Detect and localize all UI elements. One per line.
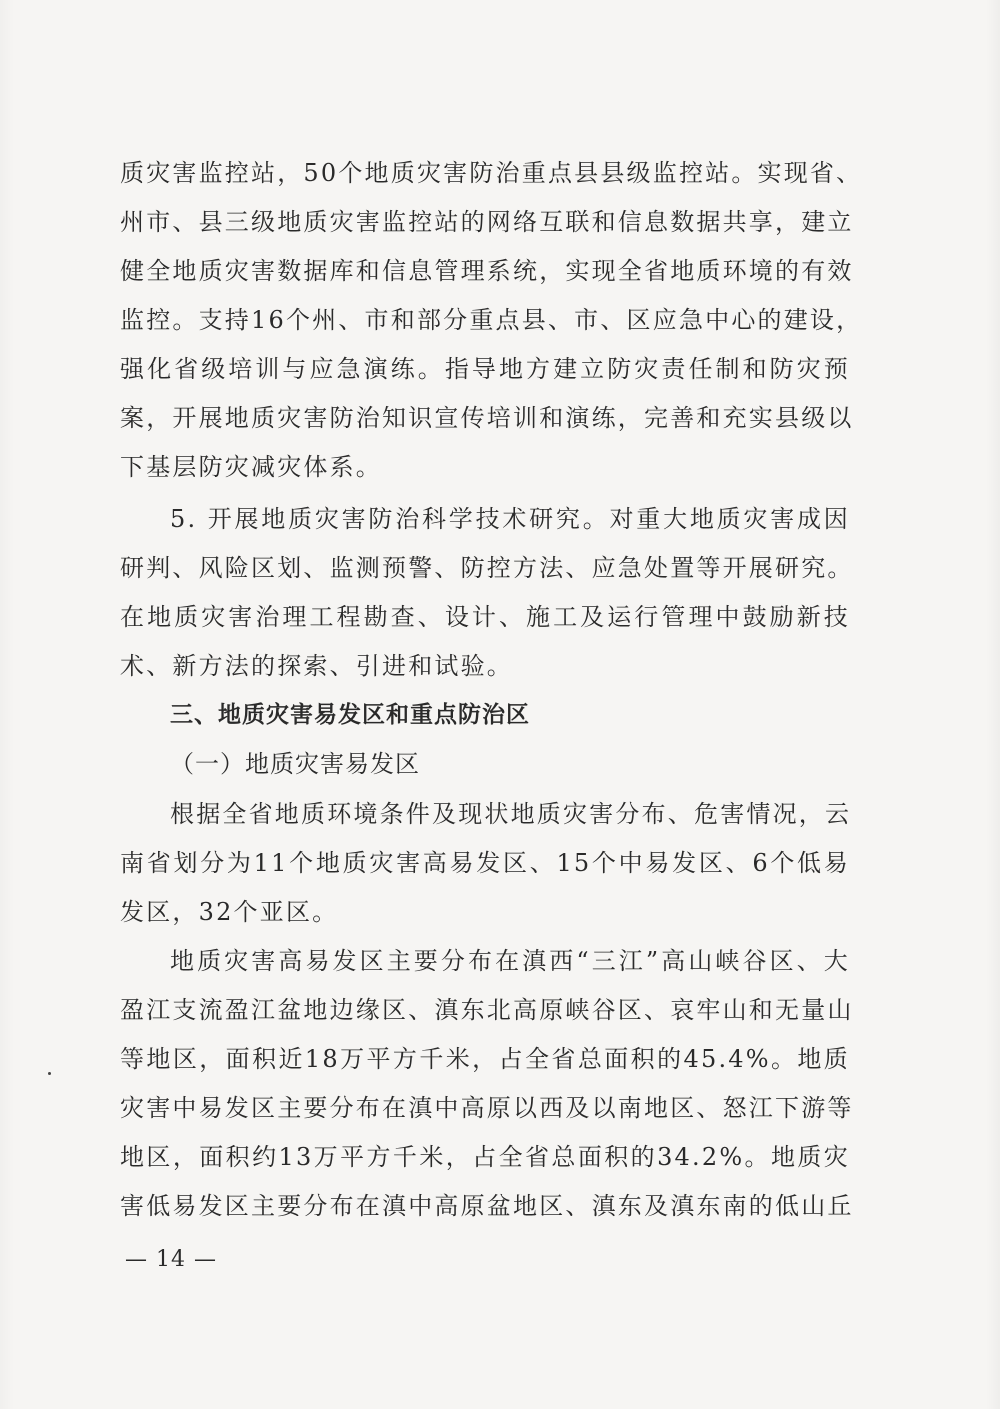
section-heading: 三、地质灾害易发区和重点防治区: [170, 702, 530, 728]
body-text-line: 强化省级培训与应急演练。指导地方建立防灾责任制和防灾预: [120, 355, 850, 383]
body-text-line: 质灾害监控站，50个地质灾害防治重点县县级监控站。实现省、: [120, 159, 863, 187]
body-text-line: 下基层防灾减灾体系。: [120, 453, 382, 481]
body-text-line: 5. 开展地质灾害防治科学技术研究。对重大地质灾害成因: [170, 505, 850, 533]
body-text-line: 健全地质灾害数据库和信息管理系统，实现全省地质环境的有效: [120, 257, 854, 285]
body-text-line: 害低易发区主要分布在滇中高原盆地区、滇东及滇东南的低山丘: [120, 1192, 854, 1220]
body-text-line: 监控。支持16个州、市和部分重点县、市、区应急中心的建设，: [120, 306, 863, 334]
body-text-line: 地区，面积约13万平方千米，占全省总面积的34.2%。地质灾: [120, 1143, 850, 1171]
body-text-line: 术、新方法的探索、引进和试验。: [120, 652, 513, 680]
page-number: — 14 —: [125, 1247, 217, 1272]
body-text-line: 案，开展地质灾害防治知识宣传培训和演练，完善和充实县级以: [120, 404, 854, 432]
body-text-line: 灾害中易发区主要分布在滇中高原以西及以南地区、怒江下游等: [120, 1094, 854, 1122]
body-text-line: 研判、风险区划、监测预警、防控方法、应急处置等开展研究。: [120, 554, 854, 582]
scan-speck: [48, 1072, 51, 1075]
subsection-heading: （一）地质灾害易发区: [170, 750, 420, 778]
body-text-line: 南省划分为11个地质灾害高易发区、15个中易发区、6个低易: [120, 849, 850, 877]
body-text-line: 盈江支流盈江盆地边缘区、滇东北高原峡谷区、哀牢山和无量山: [120, 996, 854, 1024]
body-text-line: 在地质灾害治理工程勘查、设计、施工及运行管理中鼓励新技: [120, 603, 850, 631]
body-text-line: 根据全省地质环境条件及现状地质灾害分布、危害情况，云: [170, 800, 852, 828]
body-text-line: 州市、县三级地质灾害监控站的网络互联和信息数据共享，建立: [120, 208, 854, 236]
body-text-line: 地质灾害高易发区主要分布在滇西“三江”高山峡谷区、大: [170, 947, 850, 975]
body-text-line: 发区，32个亚区。: [120, 898, 339, 926]
body-text-line: 等地区，面积近18万平方千米，占全省总面积的45.4%。地质: [120, 1045, 850, 1073]
